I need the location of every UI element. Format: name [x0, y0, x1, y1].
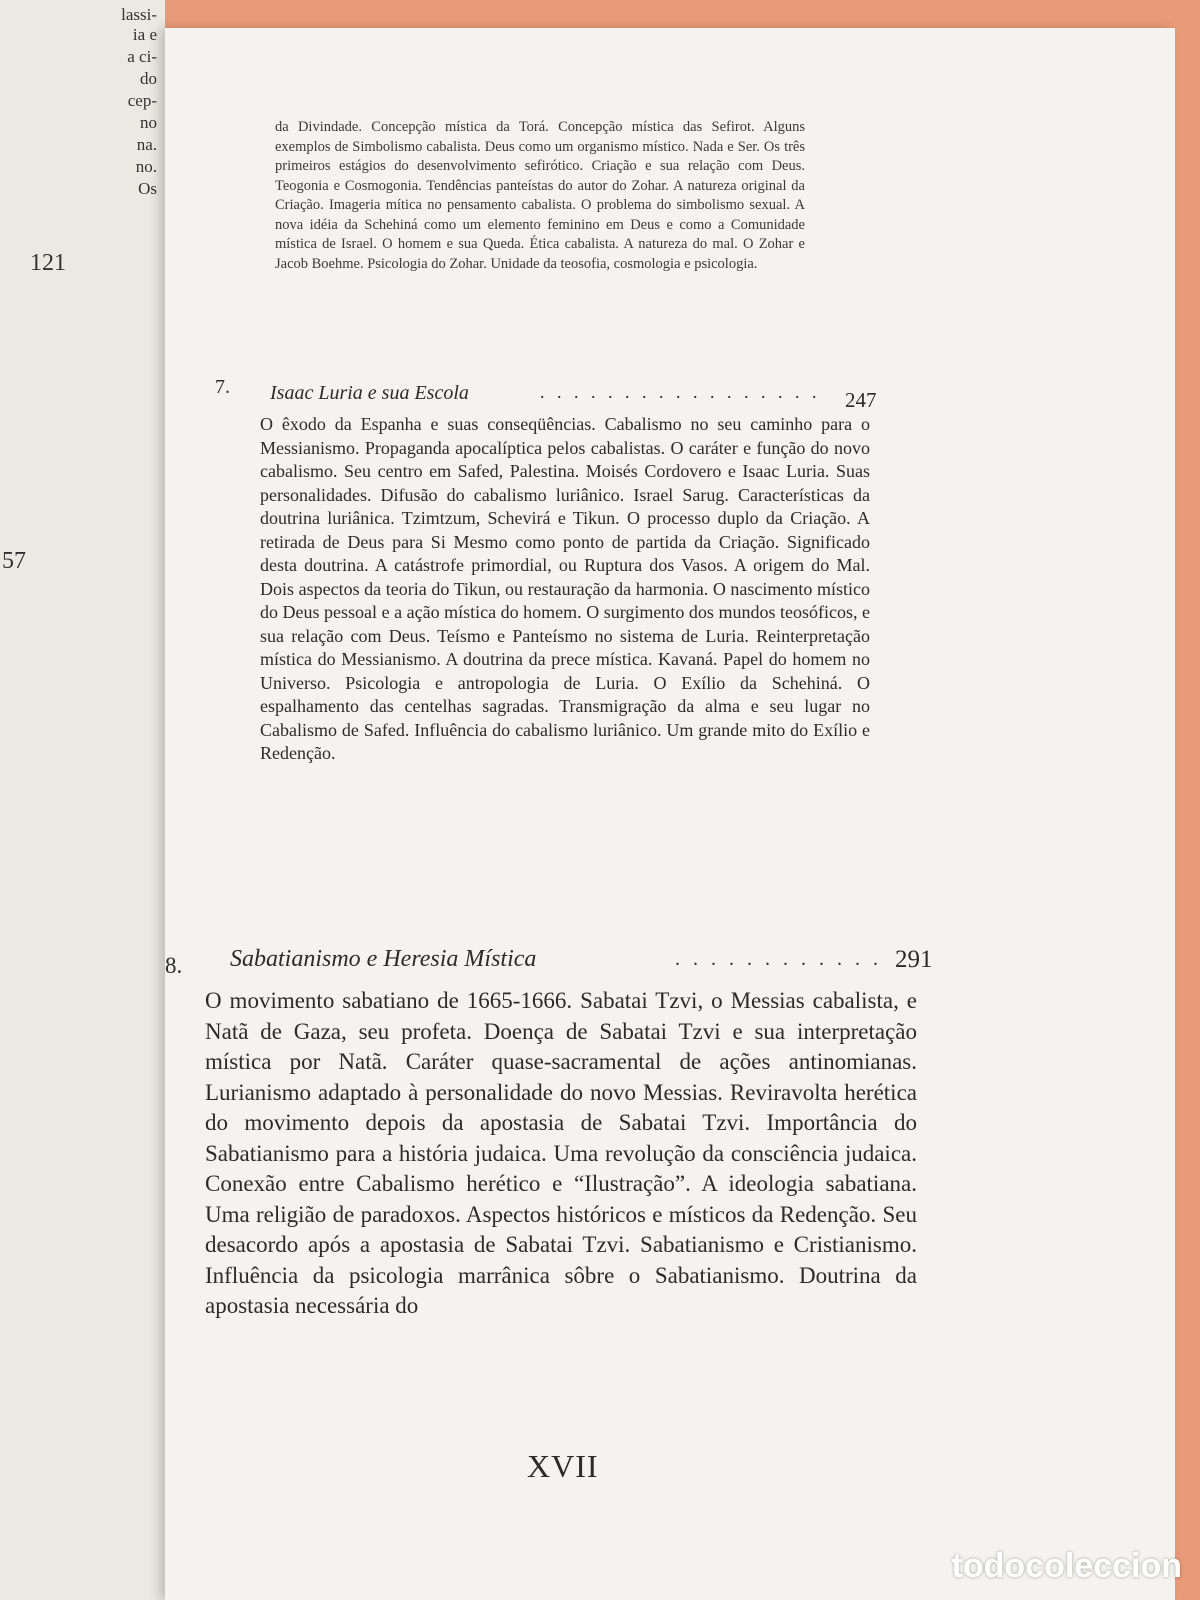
entry-page-number: 247 — [845, 388, 877, 412]
left-fragment: do — [140, 69, 157, 88]
entry-number: 8. — [165, 953, 183, 978]
left-fragment: na. — [136, 135, 157, 154]
entry-page-number: 291 — [895, 946, 933, 973]
watermark-logo: todocoleccion — [951, 1547, 1182, 1585]
entry-number: 7. — [215, 376, 230, 398]
page-number: XVII — [527, 1448, 599, 1484]
entry-summary: O movimento sabatiano de 1665-1666. Sabatai Tzvi, o Messias cabalista, e Natã de Gaza, seu profeta. Doença de Sabatai Tzvi e sua interpretação mística por Natã. Caráter quase-sacramental de ações antinomianas. Lurianismo adaptado à personalidade do novo Messias. Reviravolta herética do movimento depois da apostasia de Sabatai Tzvi. Importância do Sabatianismo para a história judaica. Uma revolução da consciência judaica. Conexão entre Cabalismo herético e “Ilustração”. A ideologia sabatiana. Uma religião de paradoxos. Aspectos históricos e místicos da Redenção. Seu desacordo após a apostasia de Sabatai Tzvi. Sabatianismo e Cristianismo. Influência da psicologia marrânica sôbre o Sabatianismo. Doutrina da apostasia necessária do — [205, 988, 917, 1318]
entry-summary: O êxodo da Espanha e suas conseqüências. Cabalismo no seu caminho para o Messianismo. Propaganda apocalíptica pelos cabalistas. O caráter e função do novo cabalismo. Seu centro em Safed, Palestina. Moisés Cordovero e Isaac Luria. Suas personalidades. Difusão do cabalismo luriânico. Israel Sarug. Características da doutrina luriânica. Tzimtzum, Schevirá e Tikun. O processo duplo da Criação. A retirada de Deus para Si Mesmo como ponto de partida da Criação. Significado desta doutrina. A catástrofe primordial, ou Ruptura dos Vasos. A origem do Mal. Dois aspectos da teoria do Tikun, ou restauração da harmonia. O nascimento místico do Deus pessoal e a ação mística do homem. O surgimento dos mundos teosóficos, e sua relação com Deus. Teísmo e Panteísmo no sistema de Luria. Reinterpretação mística do Messianismo. A doutrina da prece mística. Kavaná. Papel do homem no Universo. Psicologia e antropologia de Luria. O Exílio da Schehiná. O espalhamento das centelhas sagradas. Transmigração da alma e seu lugar no Cabalismo de Safed. Influência do cabalismo luriânico. Um grande mito do Exílio e Redenção. — [260, 414, 870, 763]
left-page-number: 57 — [2, 548, 26, 574]
left-page-number: 121 — [30, 250, 66, 276]
entry-leader: . . . . . . . . . . . . — [675, 948, 882, 970]
left-fragment: Os — [138, 179, 157, 198]
left-fragment: no. — [135, 157, 157, 176]
left-fragment: cep- — [127, 91, 157, 110]
left-fragment: ia e — [132, 25, 157, 44]
entry-title: Sabatianismo e Heresia Mística — [230, 946, 537, 972]
left-fragment: a ci- — [127, 47, 157, 66]
left-page — [0, 0, 165, 1600]
left-fragment: no — [140, 113, 157, 132]
left-fragment: lassi- — [121, 5, 157, 24]
book-page — [165, 28, 1175, 1600]
entry-title: Isaac Luria e sua Escola — [270, 382, 469, 404]
entry-leader: . . . . . . . . . . . . . . . . . — [540, 382, 821, 402]
toc-continuation-text: da Divindade. Concepção mística da Torá. Concepção mística das Sefirot. Alguns exemplos de Simbolismo cabalista. Deus como um organismo místico. Nada e Ser. Os três primeiros estágios do desenvolvimento sefirótico. Criação e sua relação com Deus. Teogonia e Cosmogonia. Tendências panteístas do autor do Zohar. A natureza original da Criação. Imageria mítica no pensamento cabalista. O problema do simbolismo sexual. A nova idéia da Schehiná como um elemento feminino em Deus e como a Comunidade mística de Israel. O homem e sua Queda. Ética cabalista. A natureza do mal. O Zohar e Jacob Boehme. Psicologia do Zohar. Unidade da teosofia, cosmologia e psicologia. — [275, 119, 805, 272]
